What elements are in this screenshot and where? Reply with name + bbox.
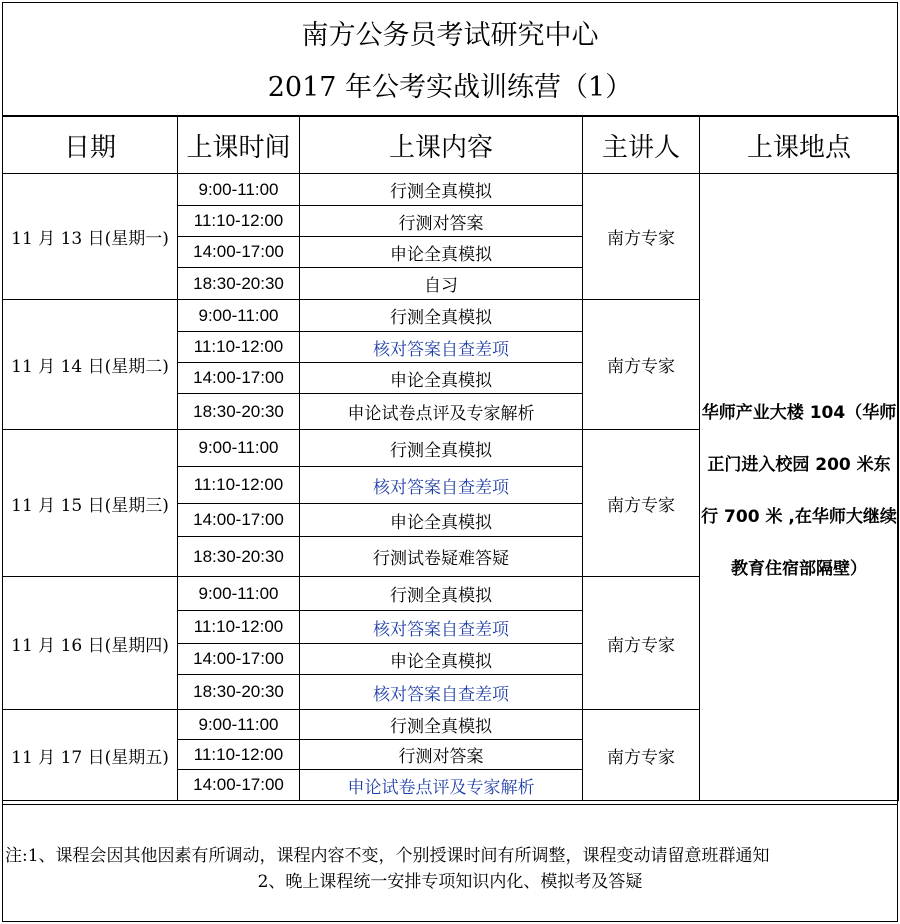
time-cell: 9:00-11:00 xyxy=(178,430,300,467)
location-cell xyxy=(700,174,899,801)
content-cell: 核对答案自查差项 xyxy=(300,611,583,644)
content-cell: 申论全真模拟 xyxy=(300,237,583,268)
time-cell: 14:00-17:00 xyxy=(178,363,300,394)
note-1: 注:1、课程会因其他因素有所调动，课程内容不变，个别授课时间有所调整，课程变动请留意班群通知 xyxy=(5,846,770,866)
date-cell: 11 月 13 日(星期一) xyxy=(3,174,178,300)
content-cell: 行测全真模拟 xyxy=(300,174,583,206)
date-cell: 11 月 16 日(星期四) xyxy=(3,577,178,710)
time-cell: 9:00-11:00 xyxy=(178,710,300,740)
content-cell: 核对答案自查差项 xyxy=(300,675,583,710)
time-cell: 9:00-11:00 xyxy=(178,300,300,332)
lecturer-cell: 南方专家 xyxy=(583,710,700,801)
time-cell: 11:10-12:00 xyxy=(178,740,300,770)
header-row xyxy=(3,117,899,174)
time-cell: 18:30-20:30 xyxy=(178,394,300,430)
content-cell: 申论试卷点评及专家解析 xyxy=(300,770,583,801)
content-cell: 核对答案自查差项 xyxy=(300,332,583,363)
date-cell: 11 月 14 日(星期二) xyxy=(3,300,178,430)
time-cell: 18:30-20:30 xyxy=(178,268,300,300)
time-cell: 11:10-12:00 xyxy=(178,467,300,504)
time-cell: 14:00-17:00 xyxy=(178,770,300,801)
page-subtitle: 2017 年公考实战训练营（1） xyxy=(267,72,633,103)
content-cell: 自习 xyxy=(300,268,583,300)
page-title: 南方公务员考试研究中心 xyxy=(301,20,599,51)
date-cell: 11 月 17 日(星期五) xyxy=(3,710,178,801)
content-cell: 行测全真模拟 xyxy=(300,300,583,332)
location-text: 华师产业大楼 104（华师正门进入校园 200 米东行 700 米 ,在华师大继续教育住宿部隔壁） xyxy=(701,403,897,579)
column-header-content: 上课内容 xyxy=(300,117,583,174)
content-cell: 行测对答案 xyxy=(300,740,583,770)
lecturer-cell: 南方专家 xyxy=(583,430,700,577)
notes-section xyxy=(2,804,898,922)
schedule-table xyxy=(2,116,899,801)
time-cell: 11:10-12:00 xyxy=(178,206,300,237)
content-cell: 行测试卷疑难答疑 xyxy=(300,537,583,577)
content-cell: 申论全真模拟 xyxy=(300,644,583,675)
content-cell: 行测全真模拟 xyxy=(300,577,583,611)
time-cell: 18:30-20:30 xyxy=(178,675,300,710)
column-header-date: 日期 xyxy=(3,117,178,174)
lecturer-cell: 南方专家 xyxy=(583,174,700,300)
content-cell: 申论全真模拟 xyxy=(300,504,583,537)
date-cell: 11 月 15 日(星期三) xyxy=(3,430,178,577)
time-cell: 9:00-11:00 xyxy=(178,174,300,206)
content-cell: 核对答案自查差项 xyxy=(300,467,583,504)
content-cell: 申论全真模拟 xyxy=(300,363,583,394)
time-cell: 18:30-20:30 xyxy=(178,537,300,577)
lecturer-cell: 南方专家 xyxy=(583,300,700,430)
time-cell: 14:00-17:00 xyxy=(178,644,300,675)
time-cell: 14:00-17:00 xyxy=(178,237,300,268)
column-header-lecturer: 主讲人 xyxy=(583,117,700,174)
time-cell: 9:00-11:00 xyxy=(178,577,300,611)
content-cell: 行测全真模拟 xyxy=(300,710,583,740)
table-row xyxy=(3,174,899,206)
note-2: 2、晚上课程统一安排专项知识内化、模拟考及答疑 xyxy=(257,872,643,892)
lecturer-cell: 南方专家 xyxy=(583,577,700,710)
time-cell: 11:10-12:00 xyxy=(178,611,300,644)
content-cell: 行测全真模拟 xyxy=(300,430,583,467)
content-cell: 行测对答案 xyxy=(300,206,583,237)
title-block xyxy=(2,2,898,116)
time-cell: 11:10-12:00 xyxy=(178,332,300,363)
content-cell: 申论试卷点评及专家解析 xyxy=(300,394,583,430)
column-header-location: 上课地点 xyxy=(700,117,899,174)
column-header-time: 上课时间 xyxy=(178,117,300,174)
time-cell: 14:00-17:00 xyxy=(178,504,300,537)
